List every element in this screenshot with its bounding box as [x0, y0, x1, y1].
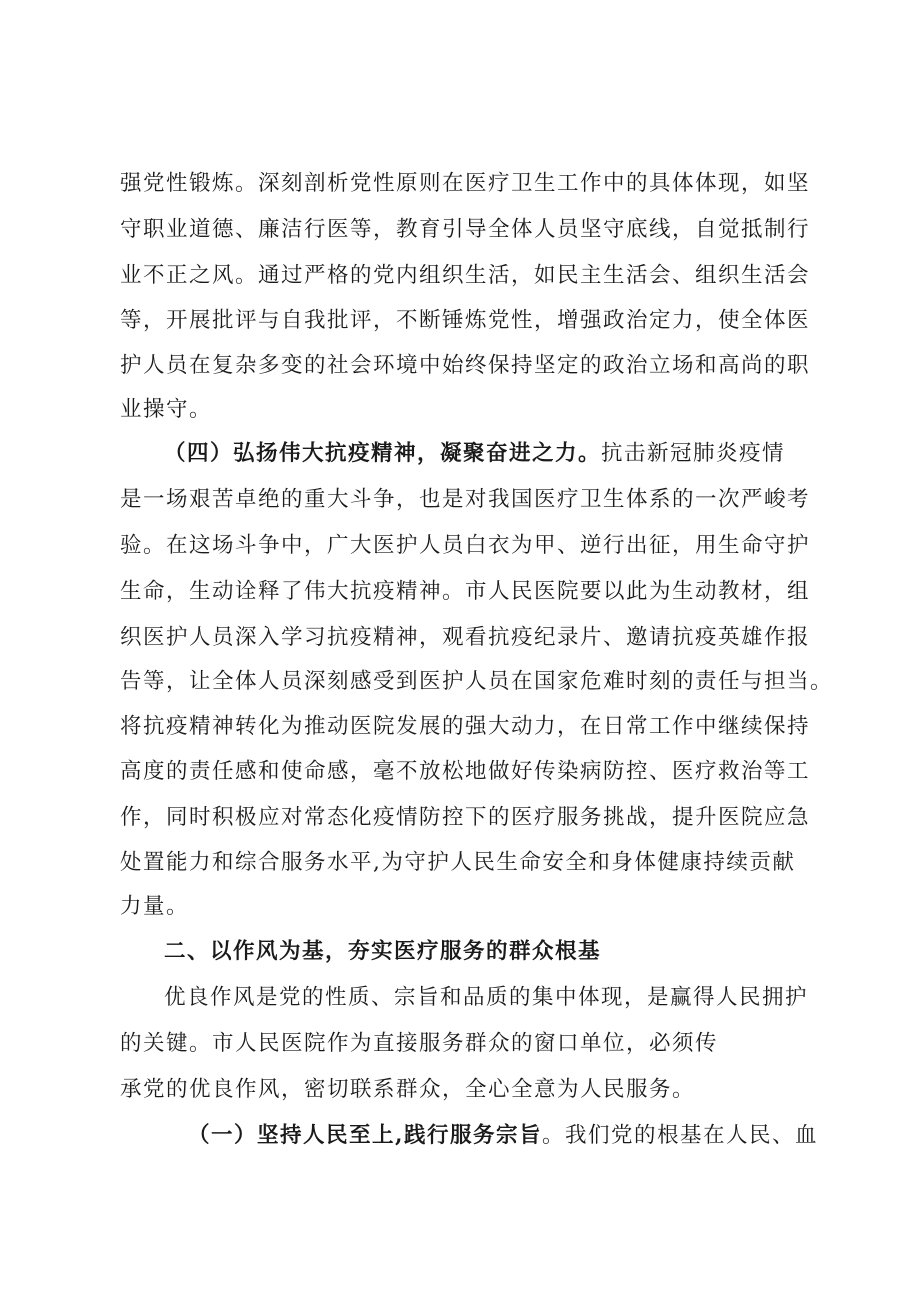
paragraph-line: 生命，生动诠释了伟大抗疫精神。市人民医院要以此为生动教材，组 — [120, 579, 811, 604]
paragraph-line: 将抗疫精神转化为推动医院发展的强大动力，在日常工作中继续保持 — [120, 714, 811, 739]
paragraph-line: 业不正之风。通过严格的党内组织生活，如民主生活会、组织生活会 — [120, 263, 811, 288]
subheading-title: （一）坚持人民至上,践行服务宗旨 — [188, 1123, 542, 1148]
paragraph-line: 验。在这场斗争中，广大医护人员白衣为甲、逆行出征，用生命守护 — [120, 533, 811, 558]
subheading-text: 。我们党的根基在人民、血 — [542, 1123, 819, 1148]
subheading-text: 抗击新冠肺炎疫情 — [601, 441, 786, 466]
paragraph-line: 处置能力和综合服务水平,为守护人民生命安全和身体健康持续贡献 — [120, 850, 796, 875]
paragraph-line: 强党性锻炼。深刻剖析党性原则在医疗卫生工作中的具体体现，如坚 — [120, 171, 811, 196]
paragraph-line: 护人员在复杂多变的社会环境中始终保持坚定的政治立场和高尚的职 — [120, 353, 811, 378]
section-heading-line — [164, 938, 601, 966]
section-heading: 二、以作风为基，夯实医疗服务的群众根基 — [164, 939, 602, 964]
paragraph-line: 高度的责任感和使命感，毫不放松地做好传染病防控、医疗救治等工 — [120, 759, 811, 784]
paragraph-line: 告等，让全体人员深刻感受到医护人员在国家危难时刻的责任与担当。 — [120, 669, 834, 694]
subheading-line — [164, 440, 785, 468]
paragraph-line: 织医护人员深入学习抗疫精神，观看抗疫纪录片、邀请抗疫英雄作报 — [120, 625, 811, 650]
paragraph-line: 是一场艰苦卓绝的重大斗争，也是对我国医疗卫生体系的一次严峻考 — [120, 487, 811, 512]
paragraph-line: 等，开展批评与自我批评，不断锤炼党性，增强政治定力，使全体医 — [120, 308, 811, 333]
paragraph-line: 优良作风是党的性质、宗旨和品质的集中体现，是赢得人民拥护 — [164, 985, 809, 1010]
paragraph-line: 业操守。 — [120, 397, 213, 422]
subheading-line — [188, 1122, 818, 1150]
paragraph-line: 作，同时积极应对常态化疫情防控下的医疗服务挑战，提升医院应急 — [120, 805, 811, 830]
paragraph-line: 守职业道德、廉洁行医等，教育引导全体人员坚守底线，自觉抵制行 — [120, 217, 811, 242]
paragraph-line: 力量。 — [120, 894, 190, 919]
paragraph-line: 的关键。市人民医院作为直接服务群众的窗口单位，必须传 — [120, 1031, 719, 1056]
subheading-title: （四）弘扬伟大抗疫精神，凝聚奋进之力。 — [164, 441, 602, 466]
paragraph-line: 承党的优良作风，密切联系群众，全心全意为人民服务。 — [120, 1077, 696, 1102]
